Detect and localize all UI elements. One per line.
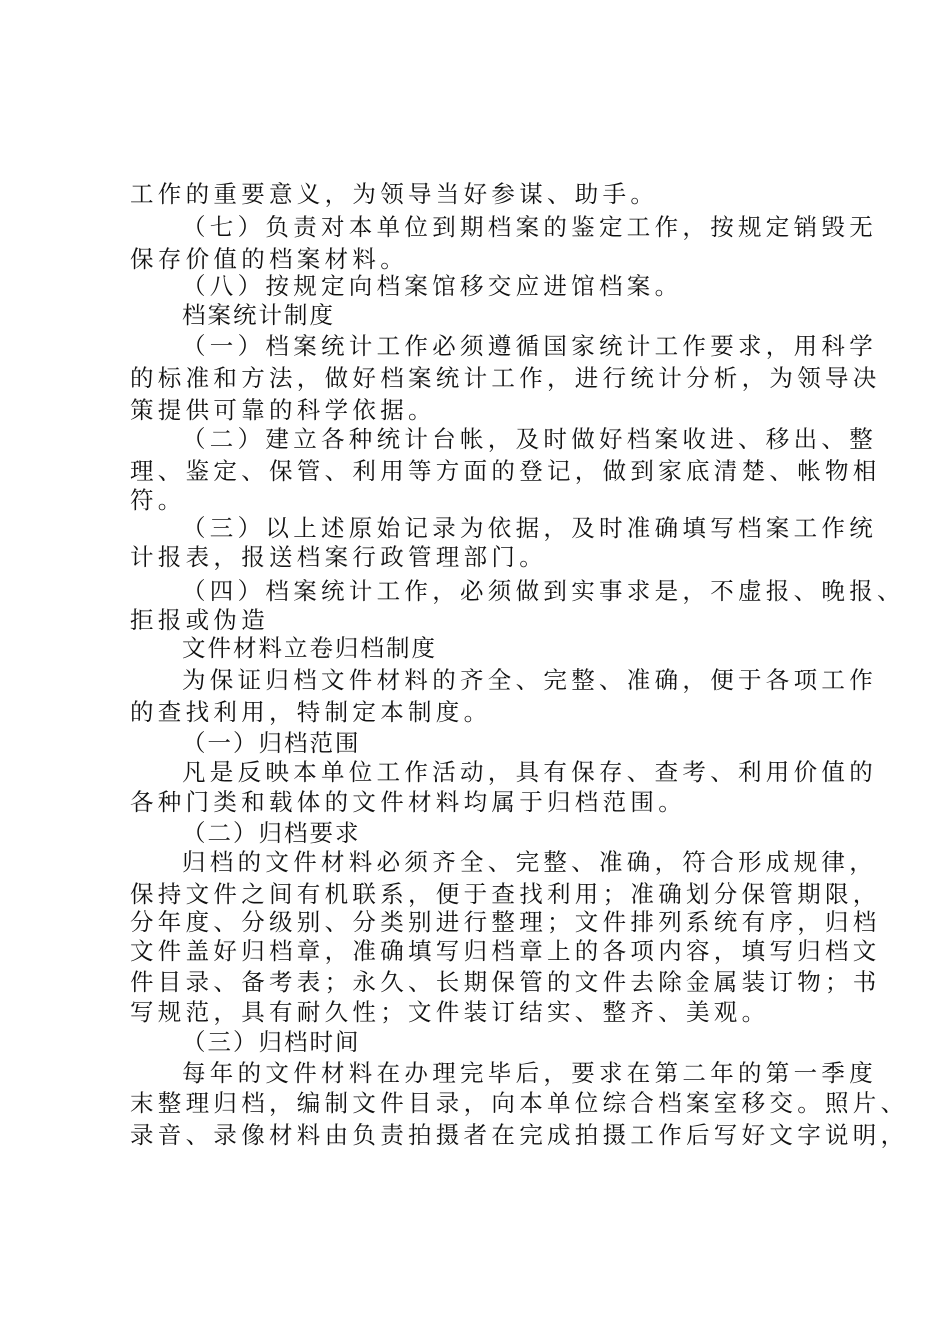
text-line: 的标准和方法，做好档案统计工作，进行统计分析，为领导决 xyxy=(130,364,881,392)
text-line: 保持文件之间有机联系，便于查找利用；准确划分保管期限， xyxy=(130,880,881,908)
text-line: 理、鉴定、保管、利用等方面的登记，做到家底清楚、帐物相 xyxy=(130,457,881,485)
text-line: （四）档案统计工作，必须做到实事求是，不虚报、晚报、 xyxy=(182,577,905,605)
subsection-heading: （一）归档范围 xyxy=(182,729,361,757)
text-line: （一）档案统计工作必须遵循国家统计工作要求，用科学 xyxy=(182,332,877,360)
text-line: 的查找利用，特制定本制度。 xyxy=(130,698,492,726)
text-line: 每年的文件材料在办理完毕后，要求在第二年的第一季度 xyxy=(182,1059,877,1087)
section-heading: 文件材料立卷归档制度 xyxy=(182,634,437,662)
text-line: 为保证归档文件材料的齐全、完整、准确，便于各项工作 xyxy=(182,666,877,694)
text-line: 工作的重要意义，为领导当好参谋、助手。 xyxy=(130,180,659,208)
text-line: 分年度、分级别、分类别进行整理；文件排列系统有序，归档 xyxy=(130,908,881,936)
text-line: （八）按规定向档案馆移交应进馆档案。 xyxy=(182,272,683,300)
subsection-heading: （三）归档时间 xyxy=(182,1028,361,1056)
text-line: 凡是反映本单位工作活动，具有保存、查考、利用价值的 xyxy=(182,758,877,786)
text-line: 计报表，报送档案行政管理部门。 xyxy=(130,543,547,571)
text-line: 录音、录像材料由负责拍摄者在完成拍摄工作后写好文字说明， xyxy=(130,1121,909,1149)
text-line: 策提供可靠的科学依据。 xyxy=(130,396,436,424)
text-line: 末整理归档，编制文件目录，向本单位综合档案室移交。照片、 xyxy=(130,1089,909,1117)
text-line: 拒报或伪造 xyxy=(130,606,269,634)
text-line: 归档的文件材料必须齐全、完整、准确，符合形成规律， xyxy=(182,848,877,876)
text-line: （三）以上述原始记录为依据，及时准确填写档案工作统 xyxy=(182,514,877,542)
section-heading: 档案统计制度 xyxy=(182,301,335,329)
text-line: 文件盖好归档章，准确填写归档章上的各项内容，填写归档文 xyxy=(130,937,881,965)
text-line: 件目录、备考表；永久、长期保管的文件去除金属装订物；书 xyxy=(130,968,881,996)
subsection-heading: （二）归档要求 xyxy=(182,819,361,847)
text-line: 符。 xyxy=(130,486,186,514)
text-line: 各种门类和载体的文件材料均属于归档范围。 xyxy=(130,788,686,816)
text-line: （二）建立各种统计台帐，及时做好档案收进、移出、整 xyxy=(182,425,877,453)
text-line: 保存价值的档案材料。 xyxy=(130,245,408,273)
text-line: 写规范，具有耐久性；文件装订结实、整齐、美观。 xyxy=(130,998,770,1026)
text-line: （七）负责对本单位到期档案的鉴定工作，按规定销毁无 xyxy=(182,213,877,241)
